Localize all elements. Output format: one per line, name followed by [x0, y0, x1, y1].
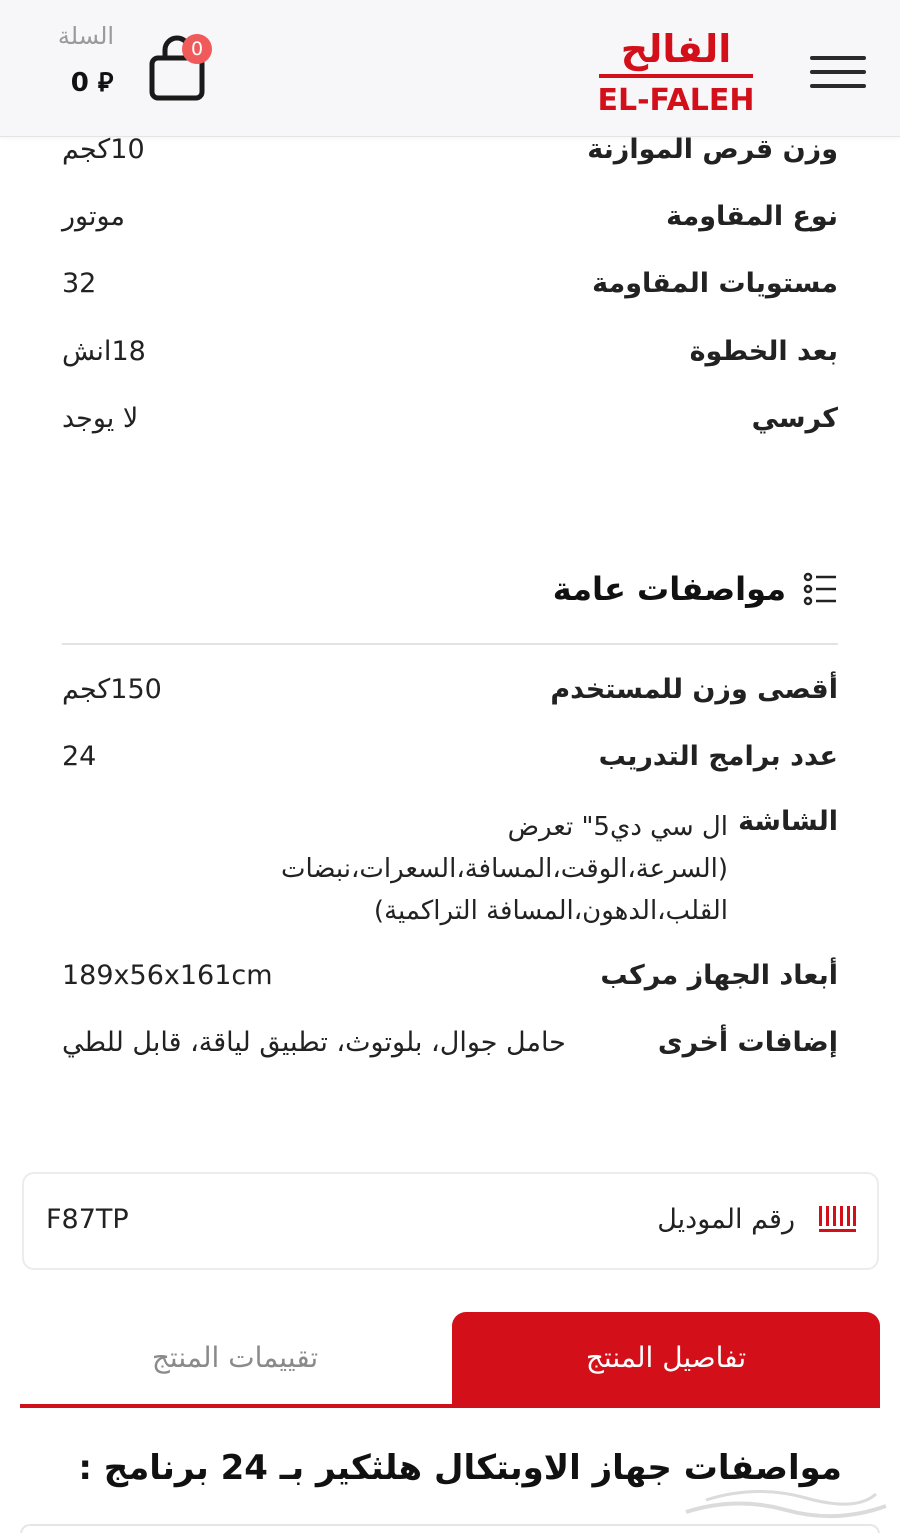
spec-row: [62, 960, 838, 991]
logo-english: EL-FALEH: [597, 83, 755, 116]
spec-row: [62, 336, 838, 367]
spec-value: 189x56x161cm: [62, 960, 273, 991]
model-number-card: [22, 1172, 879, 1270]
spec-row: [62, 201, 838, 232]
spec-value: لا يوجد: [62, 403, 139, 434]
spec-value-screen: ال سي دي5" تعرض (السرعة،الوقت،المسافة،السعرات،نبضات القلب،الدهون،المسافة التراكمية): [280, 812, 728, 926]
spec-label: مستويات المقاومة: [592, 268, 838, 299]
cart-button[interactable]: [148, 34, 218, 104]
tab-product-details[interactable]: تفاصيل المنتج: [452, 1312, 880, 1406]
site-header: [0, 0, 900, 137]
spec-label: أقصى وزن للمستخدم: [550, 674, 838, 705]
general-specs-heading: [553, 570, 838, 608]
model-value: F87TP: [46, 1204, 129, 1235]
spec-row: [62, 403, 838, 434]
spec-label: كرسي: [751, 403, 838, 434]
cart-title: السلة: [57, 22, 115, 50]
spec-label: عدد برامج التدريب: [598, 741, 838, 772]
spec-label: نوع المقاومة: [666, 201, 838, 232]
spec-row: [62, 1027, 838, 1058]
spec-label: بعد الخطوة: [689, 336, 838, 367]
spec-label: وزن قرص الموازنة: [587, 134, 838, 165]
description-title: مواصفات جهاز الاوبتكال هلثكير بـ 24 برنامج :: [78, 1448, 842, 1488]
spec-value: 10كجم: [62, 134, 145, 165]
spec-value: حامل جوال، بلوتوث، تطبيق لياقة، قابل للطي: [62, 1027, 566, 1058]
spec-value: موتور: [62, 201, 125, 232]
spec-value: 32: [62, 268, 97, 299]
spec-value: 18انش: [62, 336, 146, 367]
spec-row: [62, 134, 838, 165]
cart-count-badge: 0: [182, 34, 212, 64]
section-title: مواصفات عامة: [552, 570, 786, 608]
model-label: رقم الموديل: [657, 1204, 795, 1235]
tabs-underline: [20, 1404, 880, 1408]
cart-amount: 0 ⃁: [70, 68, 114, 98]
watermark-logo: [676, 1476, 896, 1526]
list-icon: [802, 571, 838, 607]
spec-label: أبعاد الجهاز مركب: [600, 960, 838, 991]
spec-label: إضافات أخرى: [657, 1027, 838, 1058]
section-divider: [62, 643, 838, 645]
spec-label-screen: الشاشة: [738, 806, 838, 837]
spec-row: [62, 674, 838, 705]
logo-arabic: الفالح: [620, 27, 732, 71]
barcode-icon: [819, 1204, 857, 1232]
spec-row: [62, 741, 838, 772]
hamburger-menu-icon[interactable]: [810, 52, 866, 92]
el-faleh-logo[interactable]: [597, 22, 755, 116]
tab-product-reviews[interactable]: تقييمات المنتج: [151, 1341, 319, 1374]
spec-value: 24: [62, 741, 97, 772]
spec-value: 150كجم: [62, 674, 162, 705]
bottom-panel-edge: [20, 1524, 880, 1533]
spec-row: [62, 268, 838, 299]
